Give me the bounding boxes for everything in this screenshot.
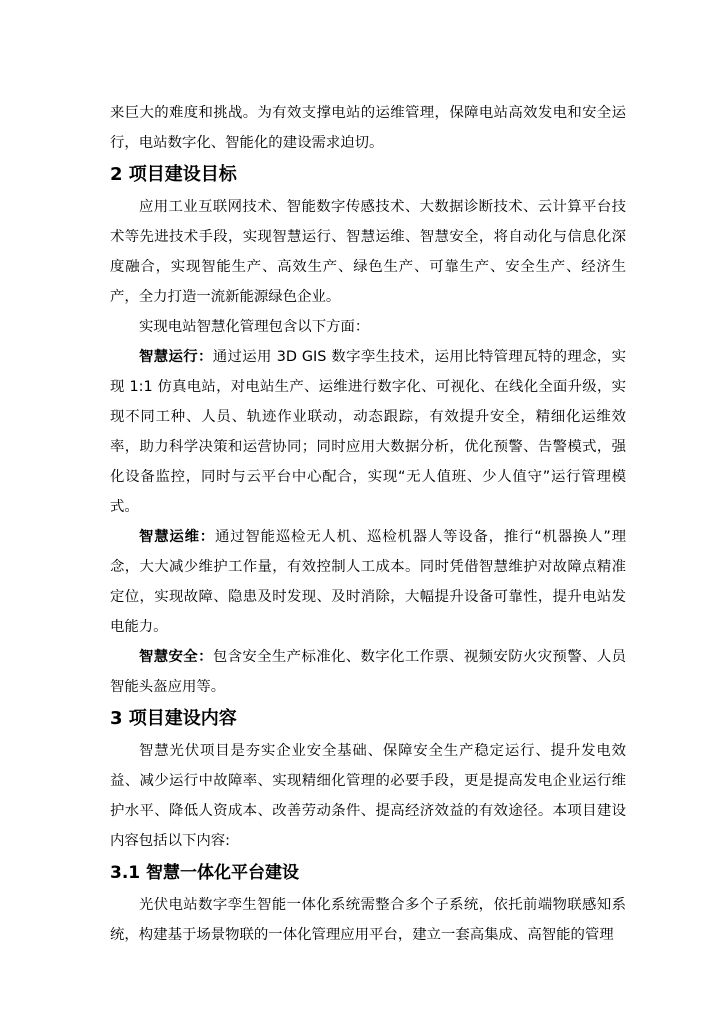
smart-maintenance-text: 通过智能巡检无人机、巡检机器人等设备，推行“机器换人”理念，大大减少维护工作量，有效控制人工成本。同时凭借智慧维护对故障点精准定位，实现故障、隐患及时发现、及时消除，大幅提升设备可靠性，提升电站发电能力。 xyxy=(110,529,626,635)
section-2-aspects-intro: 实现电站智慧化管理包含以下方面： xyxy=(139,319,370,335)
document-page xyxy=(110,98,626,950)
section-2-heading: 2 项目建设目标 xyxy=(110,164,237,185)
smart-safety-paragraph xyxy=(110,642,626,702)
smart-operation-paragraph xyxy=(110,342,626,522)
section-3-1-paragraph: 光伏电站数字孪生智能一体化系统需整合多个子系统，依托前端物联感知系统，构建基于场景物联的一体化管理应用平台，建立一套高集成、高智能的管理 xyxy=(110,897,626,943)
section-2-paragraph: 应用工业互联网技术、智能数字传感技术、大数据诊断技术、云计算平台技术等先进技术手段，实现智慧运行、智慧运维、智慧安全，将自动化与信息化深度融合，实现智能生产、高效生产、绿色生产、可靠生产、安全生产、经济生产，全力打造一流新能源绿色企业。 xyxy=(110,199,626,305)
smart-maintenance-lead: 智慧运维： xyxy=(139,529,216,545)
section-3-paragraph: 智慧光伏项目是夯实企业安全基础、保障安全生产稳定运行、提升发电效益、减少运行中故障率、实现精细化管理的必要手段，更是提高发电企业运行维护水平、降低人资成本、改善劳动条件、提高经济效益的有效途径。本项目建设内容包括以下内容: xyxy=(110,743,626,849)
section-3-heading: 3 项目建设内容 xyxy=(110,708,237,729)
smart-operation-text: 通过运用 3D GIS 数字孪生技术，运用比特管理瓦特的理念，实现 1:1 仿真电站，对电站生产、运维进行数字化、可视化、在线化全面升级，实现不同工种、人员、轨迹作业联动，动态跟踪，有效提升安全，精细化运维效率，助力科学决策和运营协同；同时应用大数据分析，优化预警、告警模式，强化设备监控，同时与云平台中心配合，实现“无人值班、少人值守”运行管理模式。 xyxy=(110,349,626,515)
smart-maintenance-paragraph xyxy=(110,522,626,642)
smart-operation-lead: 智慧运行： xyxy=(139,349,213,365)
section-3-1-heading: 3.1 智慧一体化平台建设 xyxy=(110,863,300,883)
intro-paragraph: 来巨大的难度和挑战。为有效支撑电站的运维管理，保障电站高效发电和安全运行，电站数字化、智能化的建设需求迫切。 xyxy=(110,105,626,151)
smart-safety-lead: 智慧安全： xyxy=(139,649,213,665)
smart-safety-text: 包含安全生产标准化、数字化工作票、视频安防火灾预警、人员智能头盔应用等。 xyxy=(110,649,626,695)
